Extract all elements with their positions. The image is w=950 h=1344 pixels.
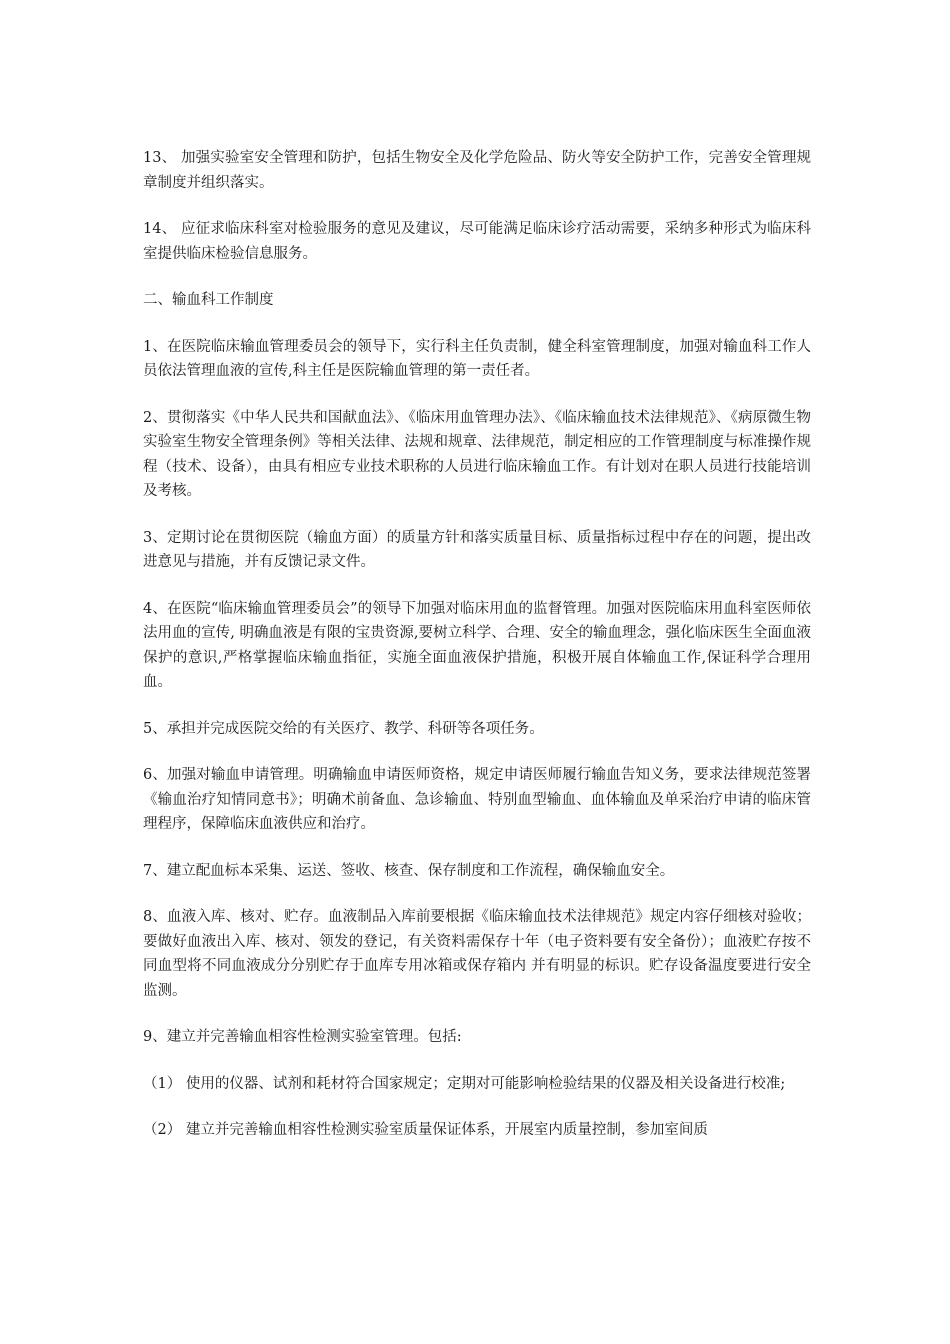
paragraph-item-3: 3、定期讨论在贯彻医院（输血方面）的质量方针和落实质量目标、质量指标过程中存在的问题，提出改进意见与措施，并有反馈记录文件。 [143, 529, 811, 570]
paragraph-item-6: 6、加强对输血申请管理。明确输血申请医师资格，规定申请医师履行输血告知义务，要求法律规范签署《输血治疗知情同意书》；明确术前备血、急诊输血、特别血型输血、血体输血及单采治疗申请的临床管理程序，保障临床血液供应和治疗。 [143, 767, 811, 832]
document-body [143, 146, 811, 1163]
paragraph-14: 14、 应征求临床科室对检验服务的意见及建议，尽可能满足临床诊疗活动需要，采纳多种形式为临床科室提供临床检验信息服务。 [143, 221, 811, 262]
section-heading: 二、输血科工作制度 [143, 292, 274, 308]
paragraph-item-8: 8、血液入库、核对、贮存。血液制品入库前要根据《临床输血技术法律规范》规定内容仔细核对验收；要做好血液出入库、核对、领发的登记，有关资料需保存十年（电子资料要有安全备份）；血液贮存按不同血型将不同血液成分分别贮存于血库专用冰箱或保存箱内 并有明显的标识。贮存设备温度要进行安全监测。 [143, 909, 811, 999]
paragraph-item-4: 4、在医院“临床输血管理委员会”的领导下加强对临床用血的监督管理。加强对医院临床用血科室医师依法用血的宣传, 明确血液是有限的宝贵资源,要树立科学、合理、安全的输血理念，强化临床医生全面血液保护的意识,严格掌握临床输血指征，实施全面血液保护措施，积极开展自体输血工作,保证科学合理用血。 [143, 600, 811, 690]
paragraph-item-2: 2、贯彻落实《中华人民共和国献血法》、《临床用血管理办法》、《临床输血技术法律规范》、《病原微生物实验室生物安全管理条例》等相关法律、法规和规章、法律规范，制定相应的工作管理制度与标准操作规程（技术、设备），由具有相应专业技术职称的人员进行临床输血工作。有计划对在职人员进行技能培训及考核。 [143, 409, 811, 499]
sub-item-2: （2） 建立并完善输血相容性检测实验室质量保证体系，开展室内质量控制，参加室间质 [143, 1122, 708, 1138]
paragraph-item-7: 7、建立配血标本采集、运送、签收、核查、保存制度和工作流程，确保输血安全。 [143, 862, 675, 879]
paragraph-item-1: 1、在医院临床输血管理委员会的领导下，实行科主任负责制，健全科室管理制度，加强对输血科工作人员依法管理血液的宣传,科主任是医院输血管理的第一责任者。 [143, 338, 811, 379]
paragraph-item-9: 9、建立并完善输血相容性检测实验室管理。包括: [143, 1029, 462, 1045]
sub-item-1: （1） 使用的仪器、试剂和耗材符合国家规定；定期对可能影响检验结果的仪器及相关设备进行校准; [143, 1075, 786, 1092]
paragraph-item-5: 5、承担并完成医院交给的有关医疗、教学、科研等各项任务。 [143, 720, 544, 737]
paragraph-13: 13、 加强实验室安全管理和防护，包括生物安全及化学危险品、防火等安全防护工作，完善安全管理规章制度并组织落实。 [143, 150, 811, 191]
